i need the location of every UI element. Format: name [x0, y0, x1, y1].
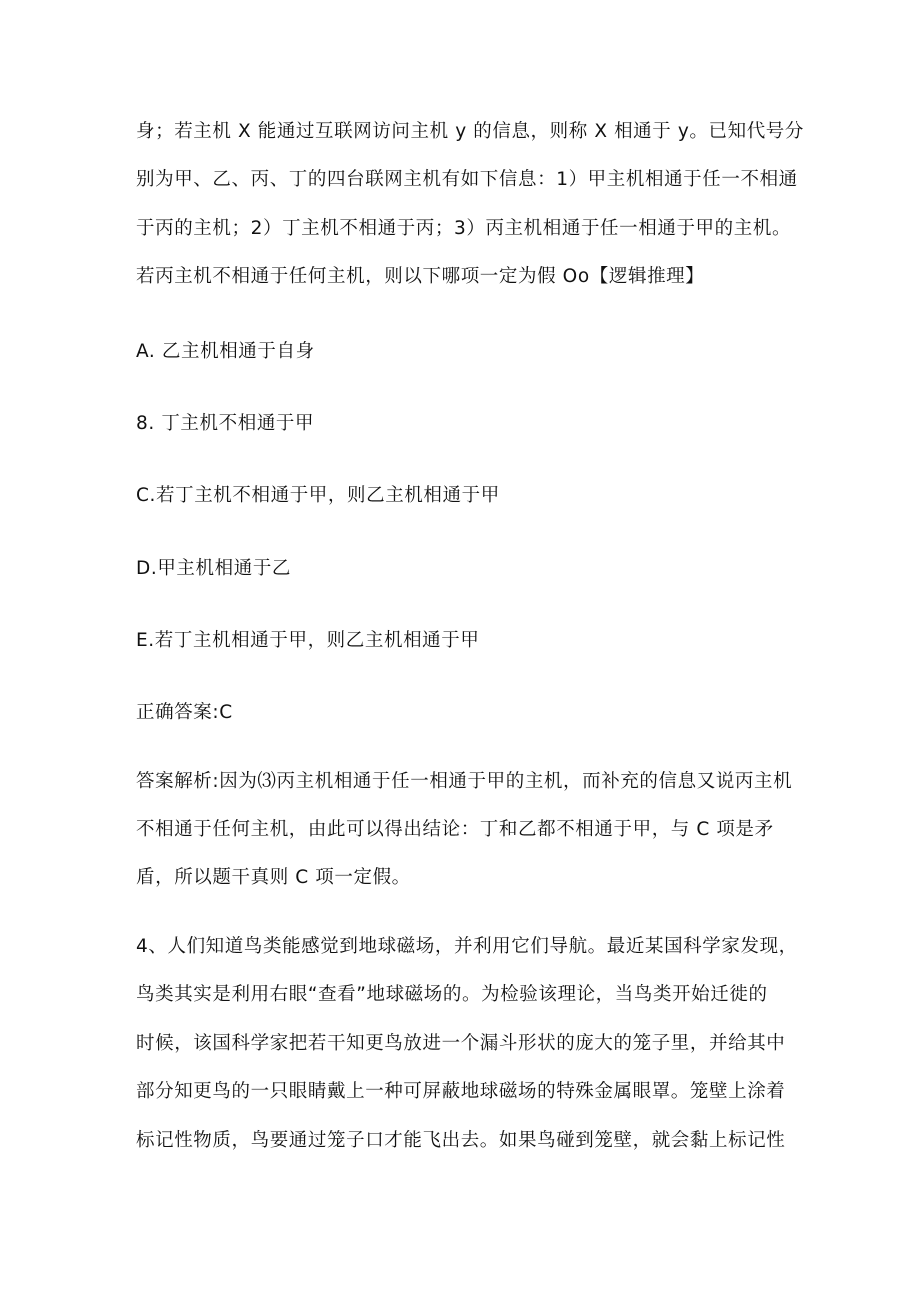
question4-stem-line: 4、人们知道鸟类能感觉到地球磁场，并利用它们导航。最近某国科学家发现，: [136, 936, 798, 957]
explanation-line: 不相通于任何主机，由此可以得出结论：丁和乙都不相通于甲，与 C 项是矛: [136, 819, 774, 840]
question3-stem-line: 若丙主机不相通于任何主机，则以下哪项一定为假 Oo【逻辑推理】: [136, 266, 705, 287]
option-d: D.甲主机相通于乙: [136, 558, 292, 579]
question3-stem-line: 于丙的主机；2）丁主机不相通于丙；3）丙主机相通于任一相通于甲的主机。: [136, 218, 792, 239]
option-a: A. 乙主机相通于自身: [136, 341, 315, 362]
option-b: 8. 丁主机不相通于甲: [136, 413, 315, 434]
question3-stem-line: 身；若主机 X 能通过互联网访问主机 y 的信息，则称 X 相通于 y。已知代号分: [136, 121, 805, 142]
explanation-line: 答案解析:因为⑶丙主机相通于任一相通于甲的主机，而补充的信息又说丙主机: [136, 771, 793, 792]
correct-answer: 正确答案:C: [136, 702, 233, 723]
question4-stem-line: 部分知更鸟的一只眼睛戴上一种可屏蔽地球磁场的特殊金属眼罩。笼壁上涂着: [136, 1081, 786, 1102]
question4-stem-line: 标记性物质，鸟要通过笼子口才能飞出去。如果鸟碰到笼壁，就会黏上标记性: [136, 1130, 786, 1151]
option-c: C.若丁主机不相通于甲，则乙主机相通于甲: [136, 485, 500, 506]
explanation-line: 盾，所以题干真则 C 项一定假。: [136, 867, 411, 888]
question4-stem-line: 鸟类其实是利用右眼“查看”地球磁场的。为检验该理论，当鸟类开始迁徙的: [136, 984, 768, 1005]
question4-stem-line: 时候，该国科学家把若干知更鸟放进一个漏斗形状的庞大的笼子里，并给其中: [136, 1033, 786, 1054]
question3-stem-line: 别为甲、乙、丙、丁的四台联网主机有如下信息：1）甲主机相通于任一不相通: [136, 169, 798, 190]
option-e: E.若丁主机相通于甲，则乙主机相通于甲: [136, 630, 480, 651]
